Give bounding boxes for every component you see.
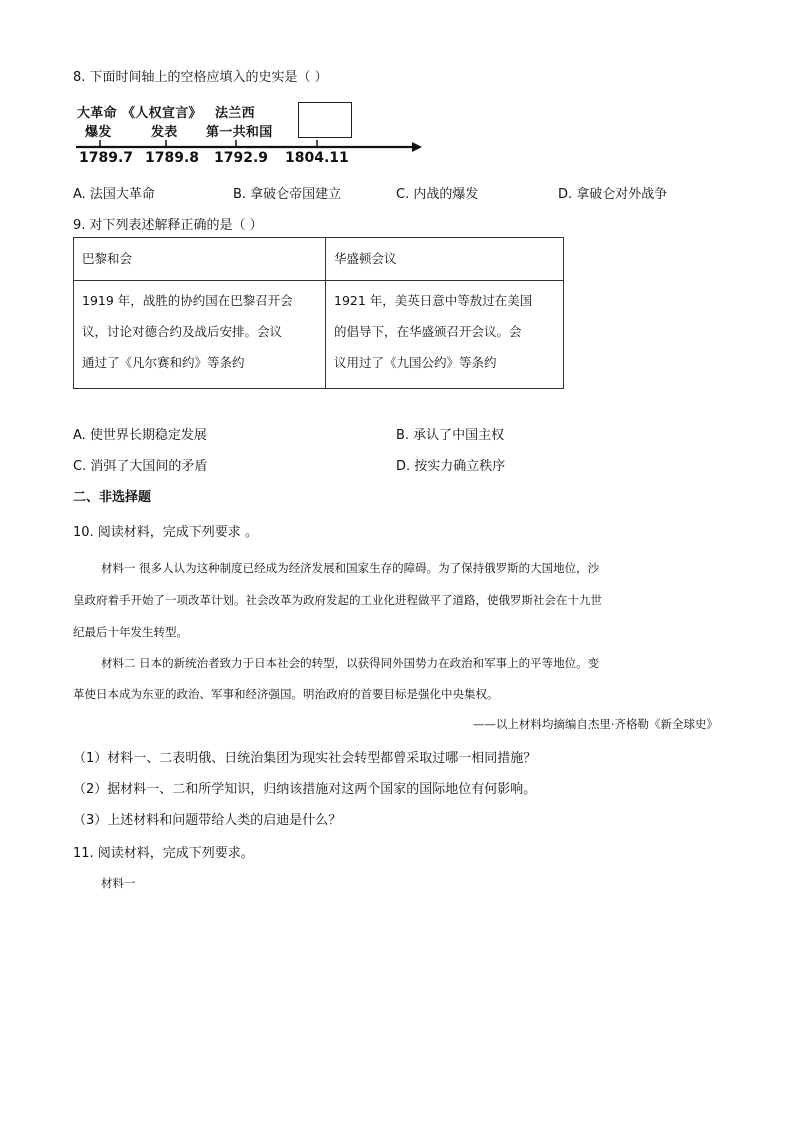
q8-stem: 8. 下面时间轴上的空格应填入的史实是（ ） [73, 70, 328, 85]
washington-line: 1921 年，美英日意中等敖过在美国 [334, 293, 533, 308]
q10-question-2: （2）据材料一、二和所学知识，归纳该措施对这两个国家的国际地位有何影响。 [73, 782, 537, 797]
paris-line: 通过了《凡尔赛和约》等条约 [82, 355, 245, 370]
table-cell-paris [74, 281, 326, 389]
q9-option-c[interactable]: C. 消弭了大国间的矛盾 [73, 459, 208, 474]
q9-comparison-table [73, 237, 564, 389]
timeline-event-1-line1: 大革命 [77, 106, 117, 121]
timeline-event-2-line2: 发表 [151, 125, 178, 140]
q10-question-3: （3）上述材料和问题带给人类的启迪是什么？ [73, 813, 342, 828]
table-header-washington: 华盛顿会议 [326, 238, 564, 281]
q8-option-d[interactable]: D. 拿破仑对外战争 [558, 187, 668, 202]
washington-line: 议用过了《九国公约》等条约 [334, 355, 497, 370]
timeline-event-2-line1: 《人权宣言》 [122, 106, 202, 121]
q11-stem: 11. 阅读材料，完成下列要求。 [73, 846, 254, 861]
q9-option-d[interactable]: D. 按实力确立秩序 [396, 459, 506, 474]
timeline-date-4: 1804.11 [285, 150, 349, 166]
q8-option-a[interactable]: A. 法国大革命 [73, 187, 155, 202]
q10-material2-line1: 材料二 日本的新统治者致力于日本社会的转型，以获得同外国势力在政治和军事上的平等地位。变 [101, 656, 600, 670]
q9-option-a[interactable]: A. 使世界长期稳定发展 [73, 428, 207, 443]
q10-material1-line3: 纪最后十年发生转型。 [73, 625, 188, 639]
q9-stem: 9. 对下列表述解释正确的是（ ） [73, 218, 263, 233]
timeline-event-3-line1: 法兰西 [215, 106, 255, 121]
q10-source: ——以上材料均摘编自杰里·齐格勒《新全球史》 [472, 717, 718, 731]
timeline-event-3-line2: 第一共和国 [206, 125, 273, 140]
table-body-row [74, 281, 564, 389]
section-title: 二、非选择题 [73, 490, 152, 505]
q10-material1-line2: 皇政府着手开始了一项改革计划。社会改革为政府发起的工业化进程做平了道路，使俄罗斯社会在十九世 [73, 593, 602, 607]
q8-option-b[interactable]: B. 拿破仑帝国建立 [233, 187, 342, 202]
timeline-date-3: 1792.9 [214, 150, 269, 166]
washington-line: 的倡导下，在华盛颁召开会议。会 [334, 324, 522, 339]
timeline-arrowhead [412, 142, 422, 152]
q10-stem: 10. 阅读材料，完成下列要求 。 [73, 525, 258, 540]
q8-option-c[interactable]: C. 内战的爆发 [396, 187, 479, 202]
q10-material2-line2: 革使日本成为东亚的政治、军事和经济强国。明治政府的首要目标是强化中央集权。 [73, 687, 499, 701]
q10-question-1: （1）材料一、二表明俄、日统治集团为现实社会转型都曾采取过哪一相同措施？ [73, 751, 537, 766]
timeline-event-1-line2: 爆发 [85, 125, 112, 140]
q10-material1-line1: 材料一 很多人认为这种制度已经成为经济发展和国家生存的障碍。为了保持俄罗斯的大国地位，沙 [101, 561, 600, 575]
table-cell-washington [326, 281, 564, 389]
timeline-date-1: 1789.7 [79, 150, 134, 166]
timeline-blank-box [298, 102, 352, 138]
table-header-paris: 巴黎和会 [74, 238, 326, 281]
paris-line: 1919 年，战胜的协约国在巴黎召开会 [82, 293, 293, 308]
q11-material-label: 材料一 [101, 876, 136, 890]
paris-line: 议，讨论对德合约及战后安排。会议 [82, 324, 283, 339]
q9-option-b[interactable]: B. 承认了中国主权 [396, 428, 505, 443]
table-header-row [74, 238, 564, 281]
timeline-date-2: 1789.8 [145, 150, 200, 166]
